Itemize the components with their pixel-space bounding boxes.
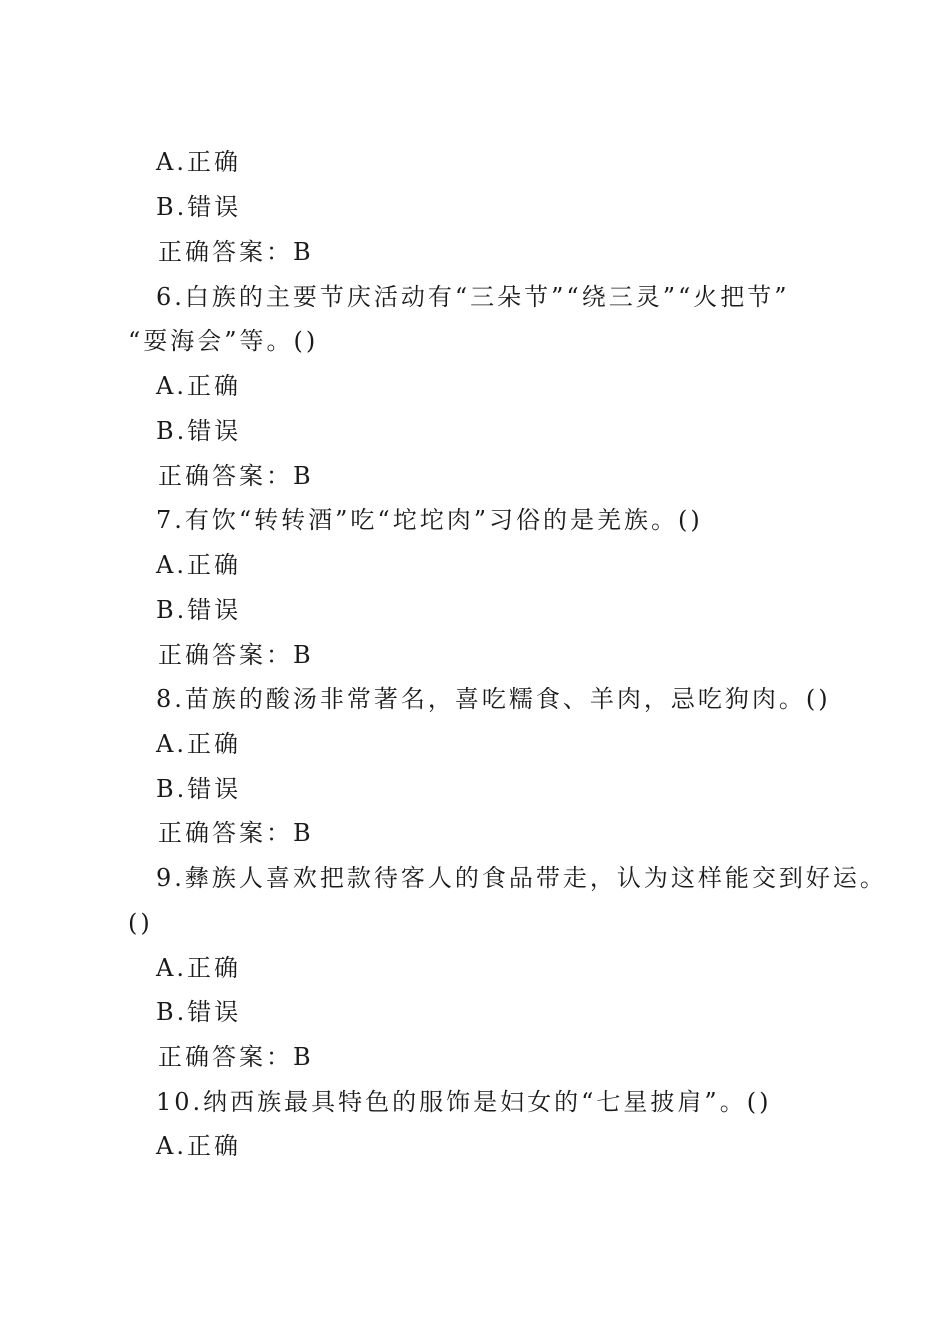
- option-a: A.正确: [156, 372, 241, 400]
- answer-line: 正确答案：B: [158, 819, 314, 847]
- option-b: B.错误: [156, 775, 242, 803]
- answer-line: 正确答案：B: [158, 641, 314, 669]
- option-a: A.正确: [156, 954, 241, 982]
- question-8: 8.苗族的酸汤非常著名，喜吃糯食、羊肉，忌吃狗肉。(): [156, 685, 831, 713]
- question-10: 10.纳西族最具特色的服饰是妇女的“七星披肩”。(): [156, 1088, 772, 1116]
- question-9: 9.彝族人喜欢把款待客人的食品带走，认为这样能交到好运。: [156, 864, 887, 892]
- answer-line: 正确答案：B: [158, 462, 314, 490]
- option-b: B.错误: [156, 596, 242, 624]
- option-a: A.正确: [156, 1132, 241, 1160]
- option-a: A.正确: [156, 148, 241, 176]
- option-b: B.错误: [156, 193, 242, 221]
- answer-line: 正确答案：B: [158, 238, 314, 266]
- question-6-continued: “耍海会”等。(): [128, 327, 319, 355]
- question-9-continued: (): [128, 909, 153, 937]
- option-b: B.错误: [156, 417, 242, 445]
- answer-line: 正确答案：B: [158, 1043, 314, 1071]
- option-b: B.错误: [156, 998, 242, 1026]
- question-6: 6.白族的主要节庆活动有“三朵节”“绕三灵”“火把节”: [156, 283, 790, 311]
- option-a: A.正确: [156, 551, 241, 579]
- option-a: A.正确: [156, 730, 241, 758]
- question-7: 7.有饮“转转酒”吃“坨坨肉”习俗的是羌族。(): [156, 506, 703, 534]
